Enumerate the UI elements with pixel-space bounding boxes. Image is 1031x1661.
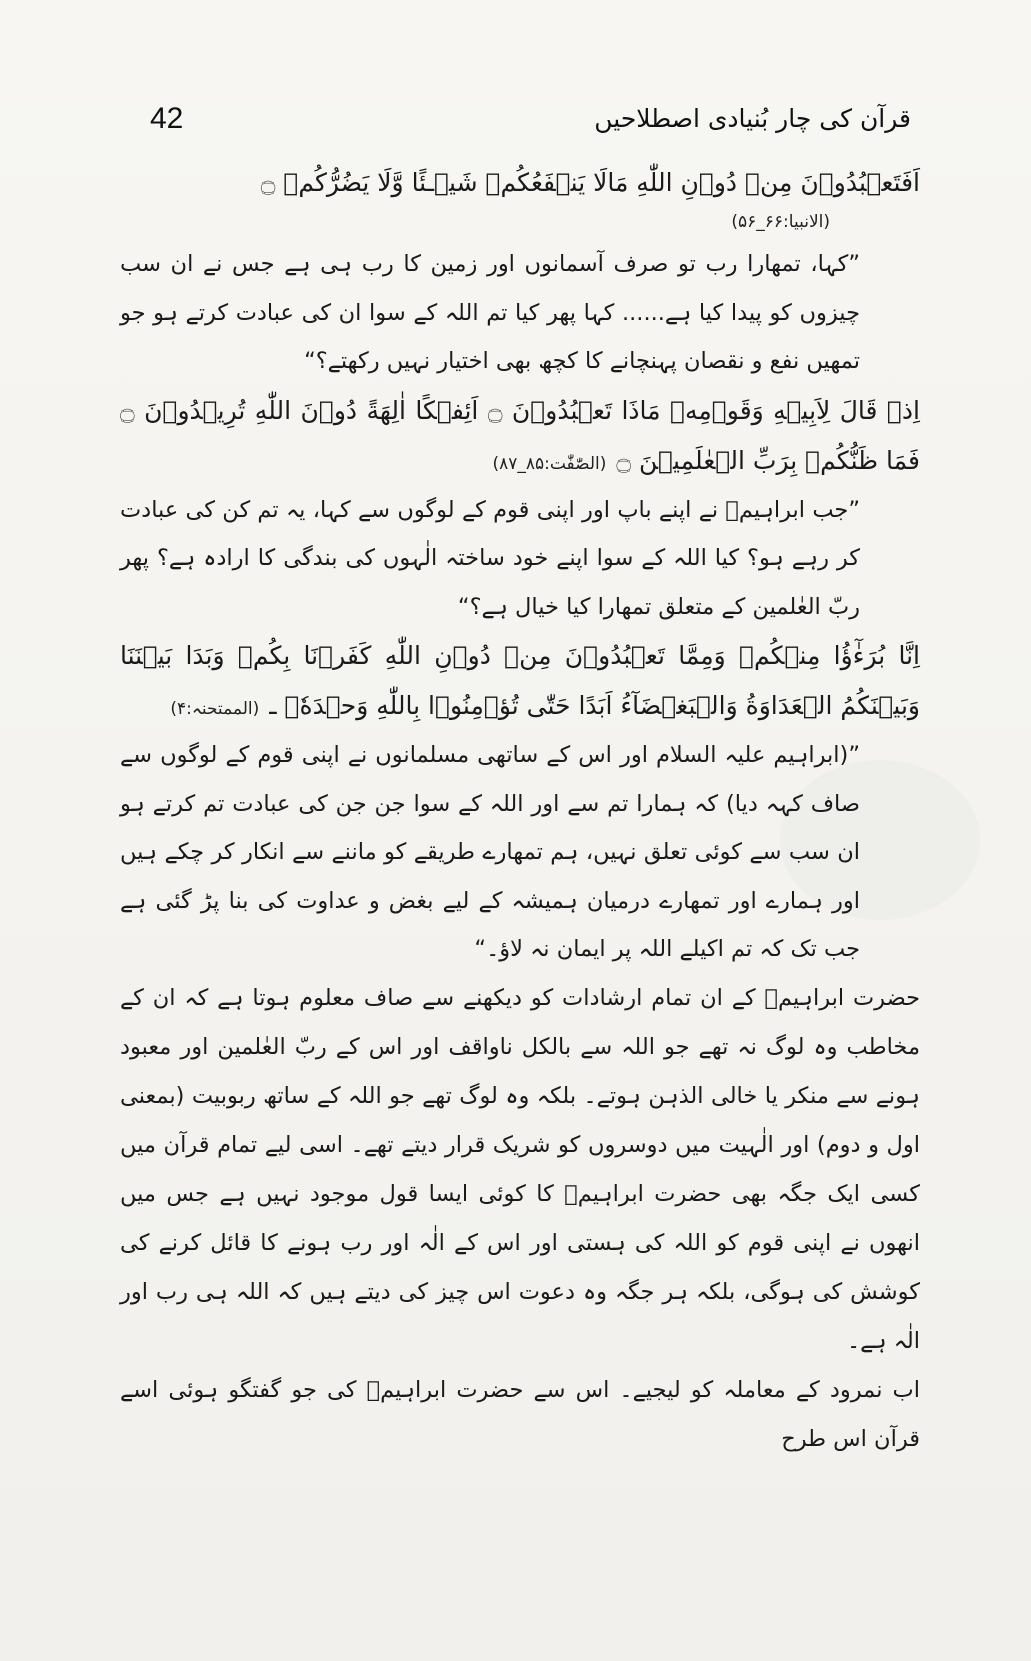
urdu-translation-1: ”کہا، تمھارا رب تو صرف آسمانوں اور زمین کا رب ہی ہے جس نے ان سب چیزوں کو پیدا کیا ہے...... کہا پھر کیا تم اللہ کے سوا ان کی عبادت کرتے ہو جو تمھیں نفع و نقصان پہنچانے کا کچھ بھی اختیار نہیں رکھتے؟“ (120, 251, 860, 374)
verse-reference-2: (الصّٰفّٰت:۸۵_۸۷) (492, 453, 607, 474)
quran-verse-1: اَفَتَعۡبُدُوۡنَ مِنۡ دُوۡنِ اللّٰهِ مَالَا يَنۡفَعُكُمۡ شَيۡـئًا وَّلَا يَضُرُّكُمۡ ۝ (260, 168, 920, 197)
quran-verse-3-text: اِنَّا بُرَءٰٓؤُا مِنۡكُمۡ وَمِمَّا تَعۡبُدُوۡنَ مِنۡ دُوۡنِ اللّٰهِ كَفَرۡنَا بِكُمۡ وَبَدَا بَيۡنَنَا وَبَيۡنَكُمُ الۡعَدَاوَةُ وَالۡبَغۡضَآءُ اَبَدًا حَتّٰى تُؤۡمِنُوۡا بِاللّٰهِ وَحۡدَهٗۤ ـ (120, 641, 920, 720)
body-paragraph-1: حضرت ابراہیمؑ کے ان تمام ارشادات کو دیکھنے سے صاف معلوم ہوتا ہے کہ ان کے مخاطب وہ لوگ نہ تھے جو اللہ سے بالکل ناواقف اور اس کے ربّ العٰلمین اور معبود ہونے سے منکر یا خالی الذہن ہوتے۔ بلکہ وہ لوگ تھے جو اللہ کے ساتھ ربوبیت (بمعنی اول و دوم) اور الٰہیت میں دوسروں کو شریک قرار دیتے تھے۔ اسی لیے تمام قرآن میں کسی ایک جگہ بھی حضرت ابراہیمؑ کا کوئی ایسا قول موجود نہیں ہے جس میں انھوں نے اپنی قوم کو اللہ کی ہستی اور اس کے الٰہ اور رب ہونے کا قائل کرنے کی کوشش کی ہوگی، بلکہ ہر جگہ وہ دعوت اس چیز کی دیتے ہیں کہ اللہ ہی رب اور الٰہ ہے۔ (120, 984, 920, 1354)
quran-verse-3 (120, 631, 920, 731)
urdu-translation-3: ”(ابراہیم علیہ السلام اور اس کے ساتھی مسلمانوں نے اپنی قوم کے لوگوں سے صاف کہہ دیا) کہ ہمارا تم سے اور اللہ کے سوا جن جن کی عبادت تم کرتے ہو ان سب سے کوئی تعلق نہیں، ہم تمھارے طریقے کو ماننے سے انکار کر چکے ہیں اور ہمارے اور تمھارے درمیان ہمیشہ کے لیے بغض و عداوت کی بنا پڑ گئی ہے جب تک کہ تم اکیلے اللہ پر ایمان نہ لاؤ۔“ (120, 742, 860, 962)
page-content (120, 158, 920, 1464)
body-paragraph-2: اب نمرود کے معاملہ کو لیجیے۔ اس سے حضرت ابراہیمؑ کی جو گفتگو ہوئی اسے قرآن اس طرح (120, 1376, 920, 1452)
verse-reference-1: (الانبیا:۶۶_۵۶) (731, 212, 830, 232)
urdu-translation-2: ”جب ابراہیمؑ نے اپنے باپ اور اپنی قوم کے لوگوں سے کہا، یہ تم کن کی عبادت کر رہے ہو؟ کیا اللہ کے سوا اپنے خود ساختہ الٰہوں کی بندگی کا ارادہ ہے؟ پھر ربّ العٰلمین کے متعلق تمھارا کیا خیال ہے؟“ (120, 496, 860, 620)
page-header (150, 100, 911, 150)
quran-verse-2 (120, 386, 920, 486)
verse-reference-3: (الممتحنہ:۴) (170, 699, 260, 719)
book-title: قرآن کی چار بُنیادی اصطلاحیں (594, 104, 911, 133)
page-number: 42 (150, 102, 184, 135)
quran-verse-2-text: اِذۡ قَالَ لِاَبِيۡهِ وَقَوۡمِهٖ مَاذَا تَعۡبُدُوۡنَ ۝ اَئِفۡكًا اٰلِهَةً دُوۡنَ اللّٰهِ تُرِيۡدُوۡنَ ۝ فَمَا ظَنُّكُمۡ بِرَبِّ الۡعٰلَمِيۡنَ ۝ (120, 395, 920, 475)
